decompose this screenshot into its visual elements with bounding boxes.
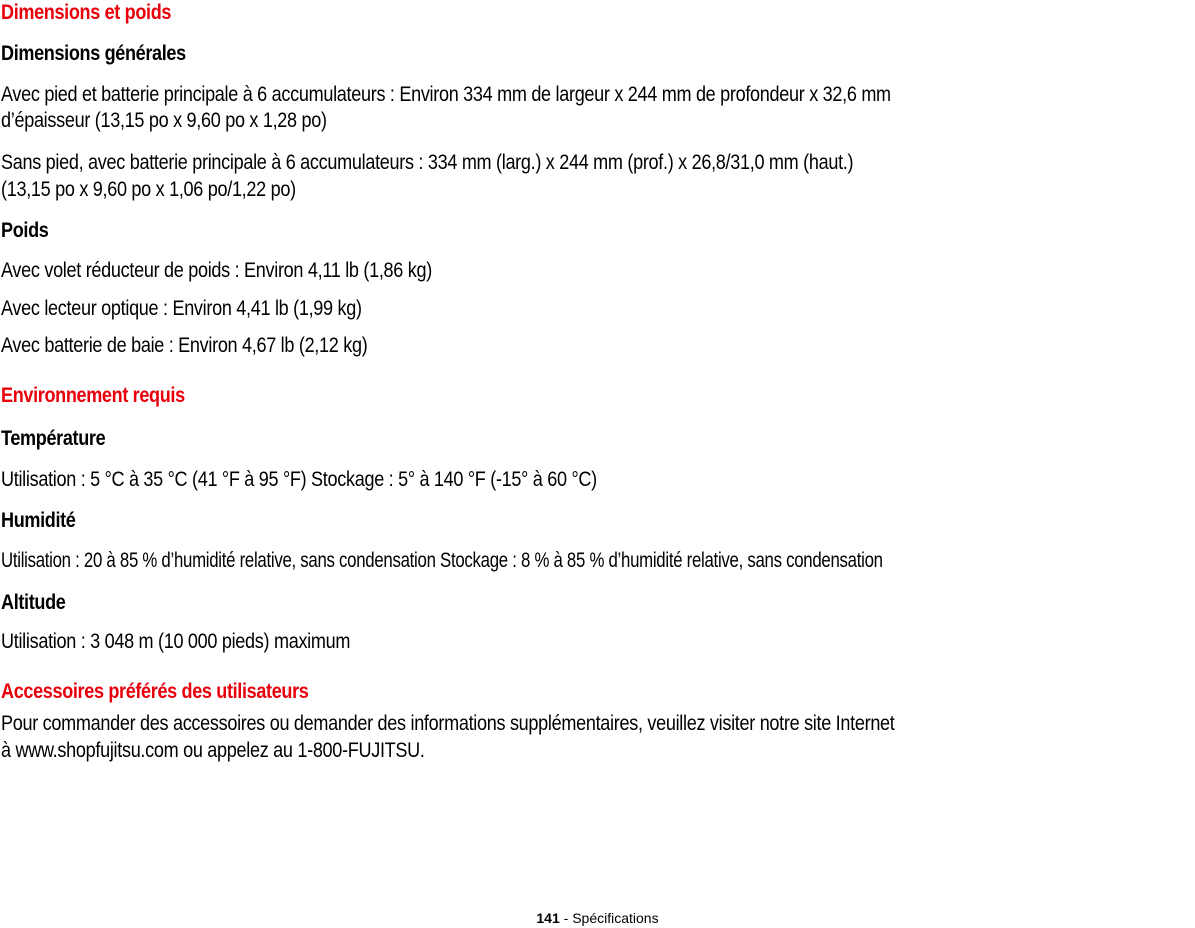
general-dimensions-line-4: (13,15 po x 9,60 po x 1,06 po/1,22 po)	[1, 178, 296, 201]
heading-temperature: Température	[1, 427, 106, 450]
heading-altitude: Altitude	[1, 591, 66, 614]
accessories-line-2: à www.shopfujitsu.com ou appelez au 1-800-FUJITSU.	[1, 739, 425, 762]
general-dimensions-line-1: Avec pied et batterie principale à 6 accumulateurs : Environ 334 mm de largeur x 244 mm de profondeur x 32,6 mm	[1, 83, 891, 106]
general-dimensions-line-2: d’épaisseur (13,15 po x 9,60 po x 1,28 po)	[1, 109, 327, 132]
heading-weight: Poids	[1, 219, 49, 242]
weight-item: Avec volet réducteur de poids : Environ 4,11 lb (1,86 kg)	[1, 259, 432, 282]
weight-item: Avec batterie de baie : Environ 4,67 lb (2,12 kg)	[1, 334, 368, 357]
section-title-environment: Environnement requis	[1, 384, 185, 407]
page-footer	[0, 909, 1195, 927]
humidity-text: Utilisation : 20 à 85 % d’humidité relative, sans condensation Stockage : 8 % à 85 % d’humidité relative, sans condensation	[1, 549, 883, 572]
section-title-dimensions: Dimensions et poids	[1, 1, 172, 24]
page-number: 141	[536, 910, 560, 926]
section-title-accessories: Accessoires préférés des utilisateurs	[1, 680, 309, 703]
footer-separator: -	[559, 910, 573, 926]
temperature-text: Utilisation : 5 °C à 35 °C (41 °F à 95 °F) Stockage : 5° à 140 °F (-15° à 60 °C)	[1, 468, 597, 491]
general-dimensions-line-3: Sans pied, avec batterie principale à 6 accumulateurs : 334 mm (larg.) x 244 mm (prof.) x 26,8/31,0 mm (haut.)	[1, 151, 854, 174]
footer-section-name: Spécifications	[572, 910, 659, 926]
weight-item: Avec lecteur optique : Environ 4,41 lb (1,99 kg)	[1, 297, 362, 320]
heading-humidity: Humidité	[1, 509, 76, 532]
heading-general-dimensions: Dimensions générales	[1, 42, 186, 65]
altitude-text: Utilisation : 3 048 m (10 000 pieds) maximum	[1, 630, 351, 653]
accessories-line-1: Pour commander des accessoires ou demander des informations supplémentaires, veuillez visiter notre site Internet	[1, 712, 895, 735]
